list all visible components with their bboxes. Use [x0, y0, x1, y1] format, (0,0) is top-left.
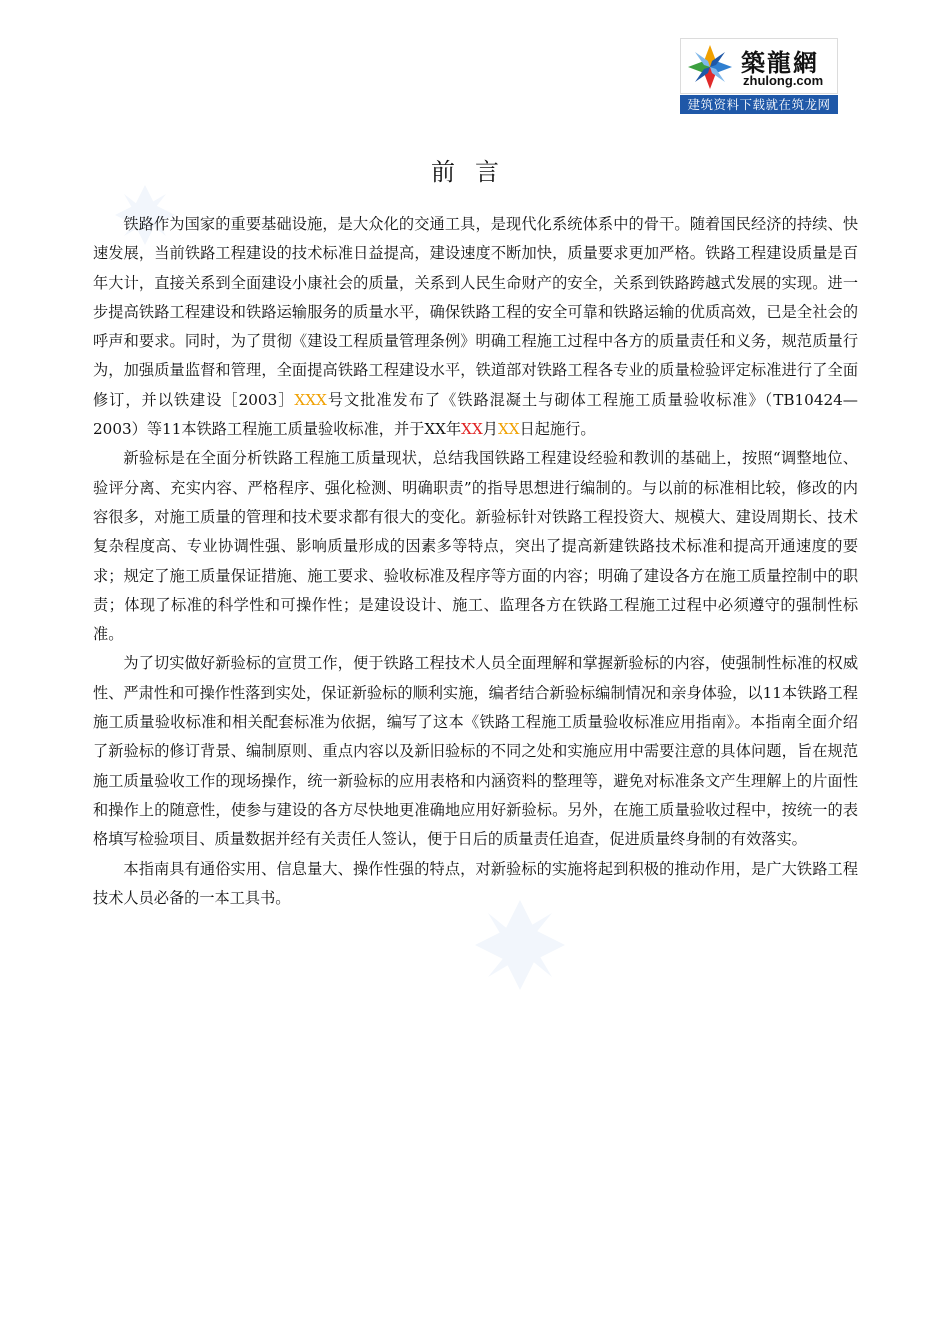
page-title: 前言	[431, 158, 519, 186]
text-run: 新验标是在全面分析铁路工程施工质量现状，总结我国铁路工程建设经验和教训的基础上，按照“调整地位、验评分离、充实内容、严格程序、强化检测、明确职责”的指导思想进行编制的。与以前的标准相比较，修改的内容很多，对施工质量的管理和技术要求都有很大的变化。新验标针对铁路工程投资大、规模大、建设周期长、技术复杂程度高、专业协调性强、影响质量形成的因素多等特点，突出了提高新建铁路技术标准和提高开通速度的要求；规定了施工质量保证措施、施工要求、验收标准及程序等方面的内容；明确了建设各方在施工质量控制中的职责；体现了标准的科学性和可操作性；是建设设计、施工、监理各方在铁路工程施工过程中必须遵守的强制性标准。	[93, 449, 858, 644]
preface-body	[93, 210, 858, 913]
paragraph	[93, 444, 858, 649]
logo-panel	[680, 38, 838, 94]
text-run: 铁路作为国家的重要基础设施，是大众化的交通工具，是现代化系统体系中的骨干。随着国民经济的持续、快速发展，当前铁路工程建设的技术标准日益提高，建设速度不断加快，质量要求更加严格。铁路工程建设质量是百年大计，直接关系到全面建设小康社会的质量，关系到人民生命财产的安全，关系到铁路跨越式发展的实现。进一步提高铁路工程建设和铁路运输服务的质量水平，确保铁路工程的安全可靠和铁路运输的优质高效，已是全社会的呼声和要求。同时，为了贯彻《建设工程质量管理条例》明确工程施工过程中各方的质量责任和义务，规范质量行为，加强质量监督和管理，全面提高铁路工程建设水平，铁道部对铁路工程各专业的质量检验评定标准进行了全面修订，并以铁建设［2003］	[93, 215, 858, 409]
text-run: 本指南具有通俗实用、信息量大、操作性强的特点，对新验标的实施将起到积极的推动作用，是广大铁路工程技术人员必备的一本工具书。	[93, 859, 858, 907]
text-run: 日起施行。	[519, 420, 596, 439]
highlighted-text: XX	[461, 420, 483, 439]
paragraph	[93, 649, 858, 854]
logo-chinese-name: 築龍網	[741, 48, 819, 77]
logo-slogan: 建筑资料下载就在筑龙网	[680, 95, 838, 114]
paragraph	[93, 210, 858, 444]
paragraph	[93, 855, 858, 914]
highlighted-text: XXX	[294, 390, 327, 409]
highlighted-text: XX	[497, 420, 520, 439]
text-run: 为了切实做好新验标的宣贯工作，便于铁路工程技术人员全面理解和掌握新验标的内容，使强制性标准的权威性、严肃性和可操作性落到实处，保证新验标的顺利实施，编者结合新验标编制情况和亲身体验，以11本铁路工程施工质量验收标准和相关配套标准为依据，编写了这本《铁路工程施工质量验收标准应用指南》。本指南全面介绍了新验标的修订背景、编制原则、重点内容以及新旧验标的不同之处和实施应用中需要注意的具体问题，旨在规范施工质量验收工作的现场操作，统一新验标的应用表格和内涵资料的整理等，避免对标准条文产生理解上的片面性和操作上的随意性，使参与建设的各方尽快地更准确地应用好新验标。另外，在施工质量验收过程中，按统一的表格填写检验项目、质量数据并经有关责任人签认，便于日后的质量责任追查，促进质量终身制的有效落实。	[93, 654, 858, 849]
snowflake-logo-icon	[685, 43, 735, 91]
text-run: 号文批准发布了《铁路混凝土与砌体工程施工质量验收标准》（TB10424—2003）等11本铁路工程施工质量验收标准，并于XX年	[93, 390, 858, 439]
text-run: 月	[482, 420, 498, 439]
zhulong-logo	[680, 38, 838, 114]
logo-domain: zhulong.com	[743, 73, 824, 88]
